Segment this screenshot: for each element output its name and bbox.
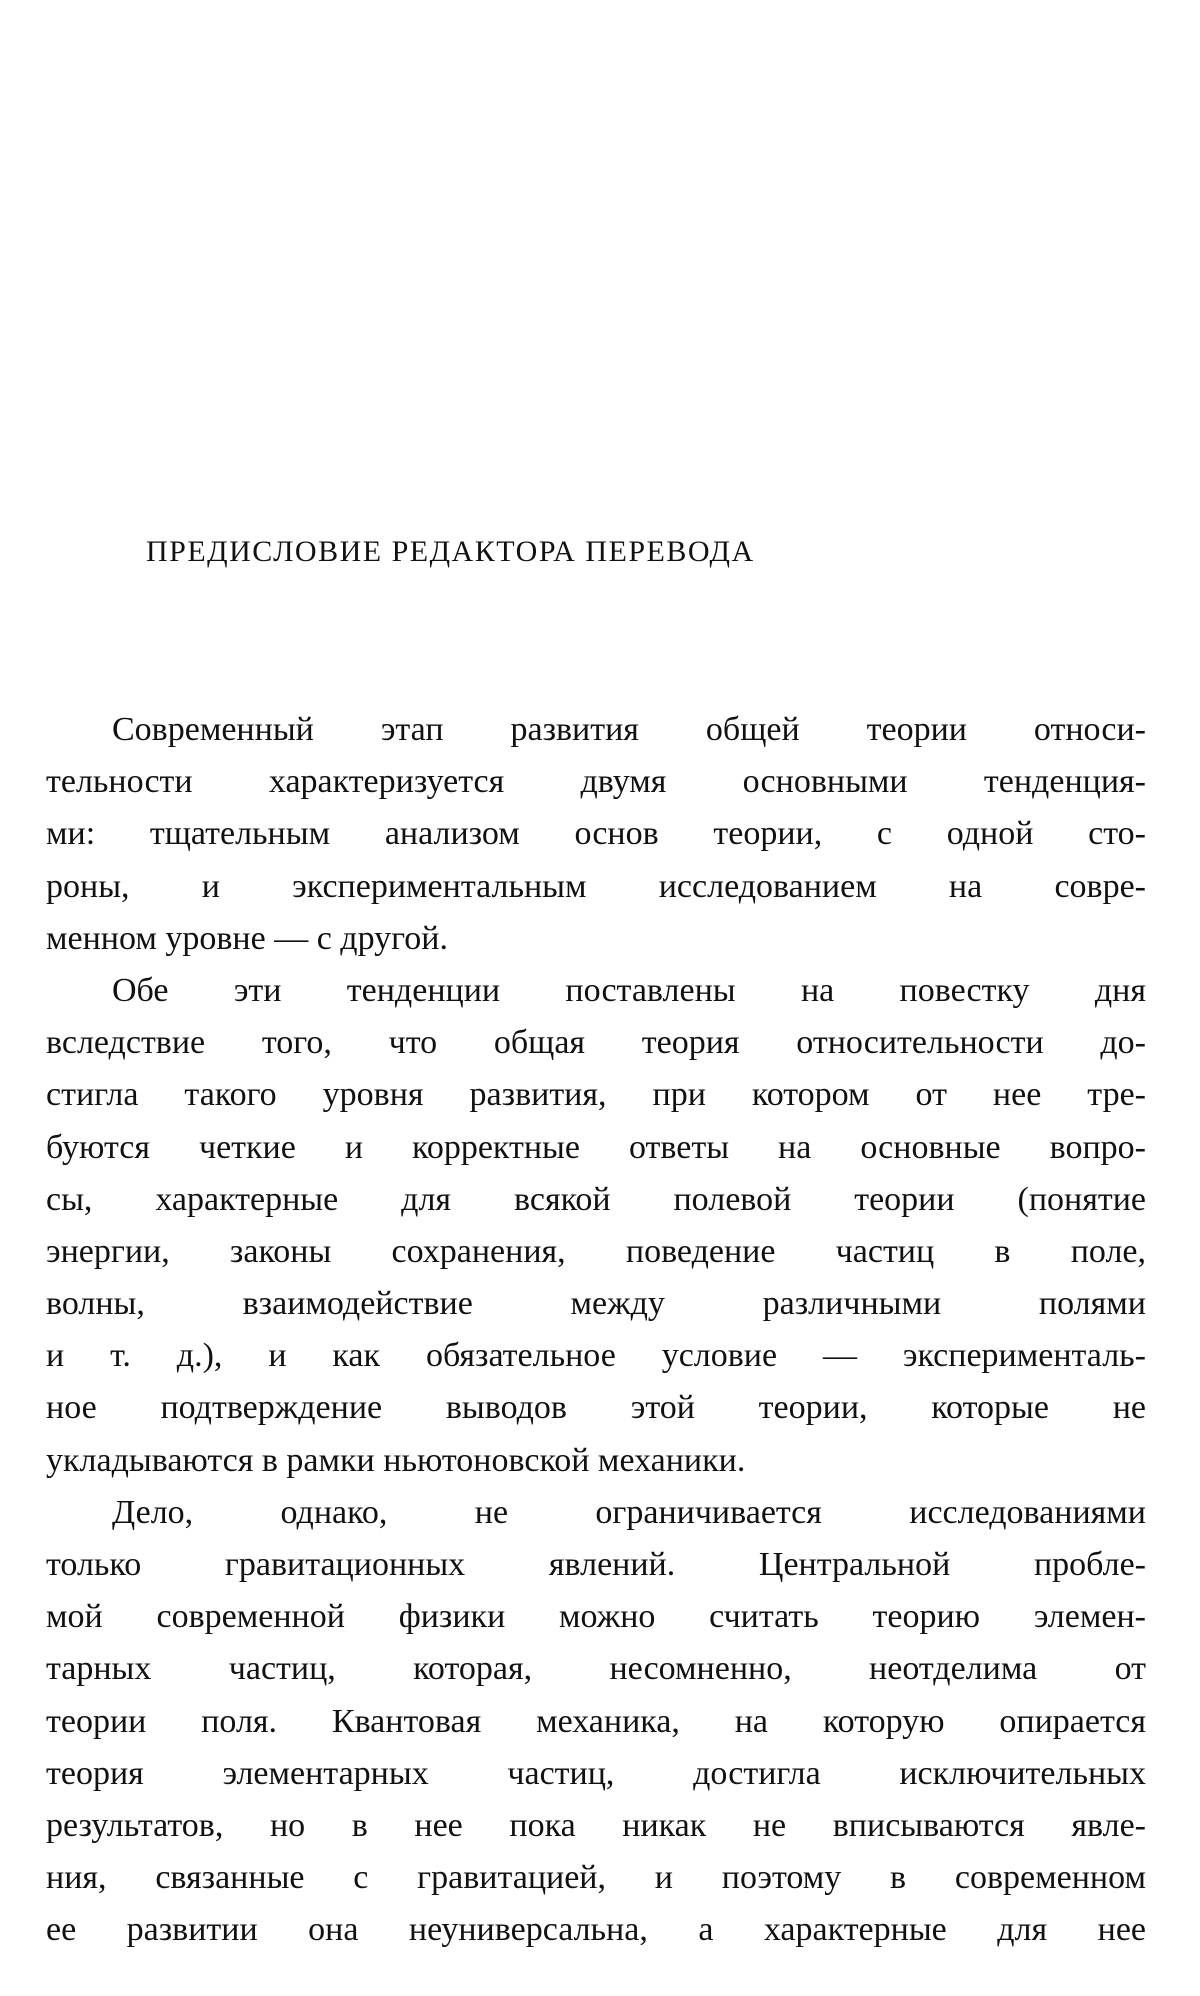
text-line: менном уровне — с другой.	[46, 919, 448, 957]
text-line: сы, характерные для всякой полевой теории (понятие	[46, 1180, 1146, 1218]
text-line: роны, и экспериментальным исследованием на совре-	[46, 867, 1146, 905]
text-line: вследствие того, что общая теория относительности до-	[46, 1024, 1146, 1062]
text-line: волны, взаимодействие между различными полями	[46, 1285, 1146, 1323]
text-line: Современный этап развития общей теории относи-	[112, 711, 1146, 748]
text-line: тарных частиц, которая, несомненно, неотделима от	[46, 1650, 1146, 1688]
text-line: тельности характеризуется двумя основными тенденция-	[46, 763, 1146, 801]
text-line: ее развитии она неуниверсальна, а характерные для нее	[46, 1911, 1146, 1949]
text-line: ное подтверждение выводов этой теории, которые не	[46, 1389, 1146, 1427]
body-text	[46, 704, 1146, 1957]
text-line: ния, связанные с гравитацией, и поэтому в современном	[46, 1859, 1146, 1897]
text-line: стигла такого уровня развития, при котором от нее тре-	[46, 1076, 1146, 1114]
page-title: ПРЕДИСЛОВИЕ РЕДАКТОРА ПЕРЕВОДА	[146, 535, 755, 568]
text-line: буются четкие и корректные ответы на основные вопро-	[46, 1128, 1146, 1166]
text-line: ми: тщательным анализом основ теории, с одной сто-	[46, 815, 1146, 853]
text-line: энергии, законы сохранения, поведение частиц в поле,	[46, 1232, 1146, 1270]
text-line: Дело, однако, не ограничивается исследованиями	[112, 1493, 1146, 1531]
text-line: теории поля. Квантовая механика, на которую опирается	[46, 1702, 1146, 1740]
text-line: только гравитационных явлений. Центральной пробле-	[46, 1546, 1146, 1583]
text-line: мой современной физики можно считать теорию элемен-	[46, 1598, 1146, 1636]
text-line: результатов, но в нее пока никак не вписываются явле-	[46, 1806, 1146, 1844]
text-line: Обе эти тенденции поставлены на повестку дня	[112, 971, 1146, 1009]
text-line: и т. д.), и как обязательное условие — эксперименталь-	[46, 1337, 1146, 1375]
text-line: укладываются в рамки ньютоновской механики.	[46, 1441, 746, 1479]
text-line: теория элементарных частиц, достигла исключительных	[46, 1754, 1146, 1792]
